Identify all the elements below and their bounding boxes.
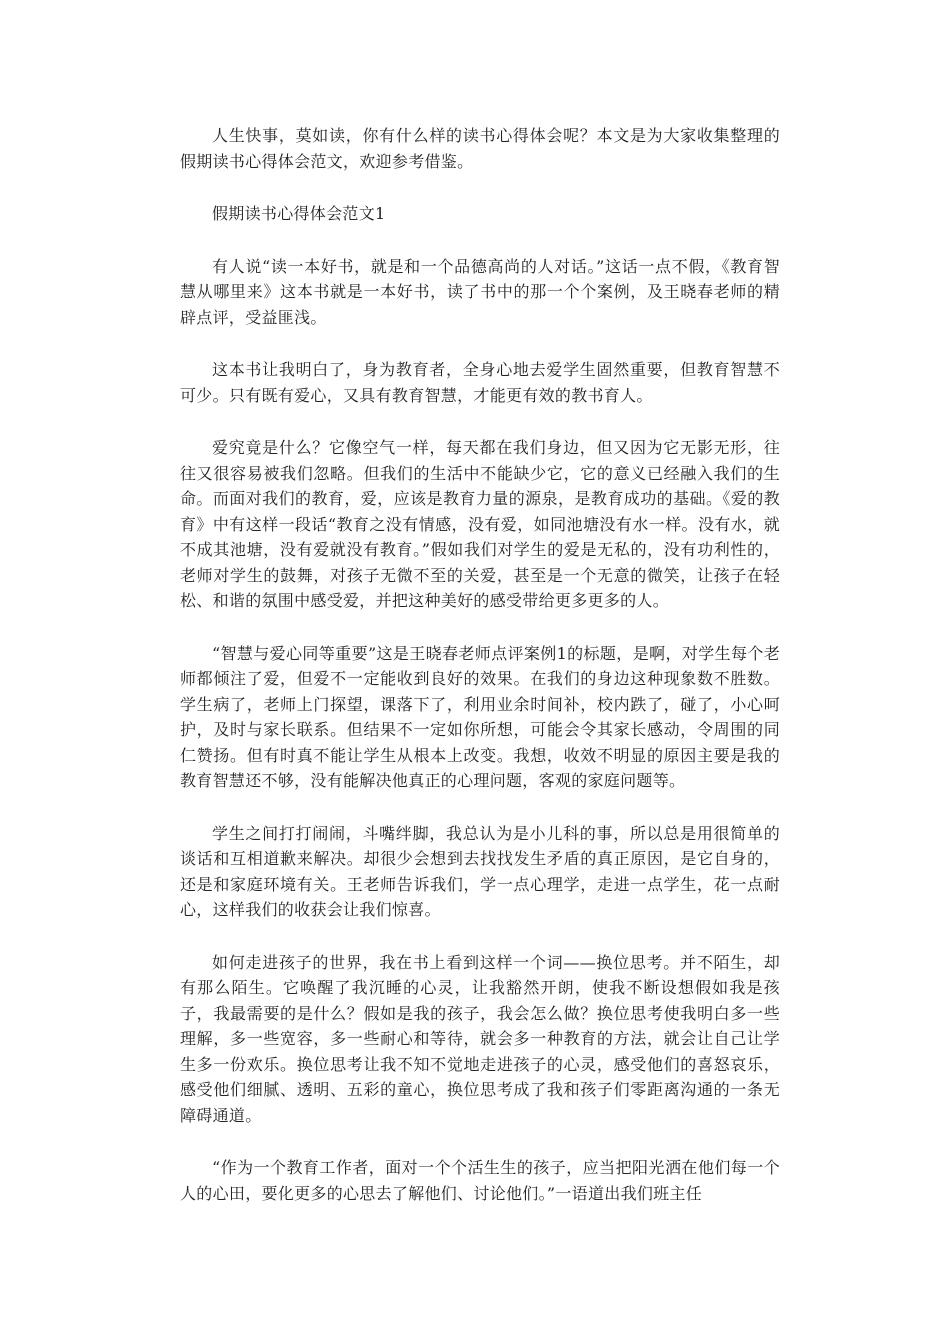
body-paragraph: “作为一个教育工作者，面对一个个活生生的孩子，应当把阳光洒在他们每一个人的心田，要化更多的心思去了解他们、讨论他们。”一语道出我们班主任 <box>180 1158 780 1203</box>
section-heading: 假期读书心得体会范文1 <box>212 204 386 223</box>
body-paragraph: “智慧与爱心同等重要”这是王晓春老师点评案例1的标题，是啊，对学生每个老师都倾注了爱，但爱不一定能收到良好的效果。在我们的身边这种现象数不胜数。学生病了，老师上门探望，课落下了，利用业余时间补，校内跌了，碰了，小心呵护，及时与家长联系。但结果不一定如你所想，可能会令其家长感动，令周围的同仁赞扬。但有时真不能让学生从根本上改变。我想，收效不明显的原因主要是我的教育智慧还不够，没有能解决他真正的心理问题，客观的家庭问题等。 <box>180 643 780 790</box>
body-paragraph: 如何走进孩子的世界，我在书上看到这样一个词——换位思考。并不陌生，却有那么陌生。它唤醒了我沉睡的心灵，让我豁然开朗，使我不断设想假如我是孩子，我最需要的是什么？假如是我的孩子，我会怎么做？换位思考使我明白多一些理解，多一些宽容，多一些耐心和等待，就会多一种教育的方法，就会让自己让学生多一份欢乐。换位思考让我不知不觉地走进孩子的心灵，感受他们的喜怒哀乐，感受他们细腻、透明、五彩的童心，换位思考成了我和孩子们零距离沟通的一条无障碍通道。 <box>180 952 780 1125</box>
body-paragraph: 学生之间打打闹闹，斗嘴绊脚，我总认为是小儿科的事，所以总是用很简单的谈话和互相道歉来解决。却很少会想到去找找发生矛盾的真正原因，是它自身的，还是和家庭环境有关。王老师告诉我们，学一点心理学，走进一点学生，花一点耐心，这样我们的收获会让我们惊喜。 <box>180 823 780 919</box>
document-page <box>180 123 780 1206</box>
body-paragraph: 有人说“读一本好书，就是和一个品德高尚的人对话。”这话一点不假，《教育智慧从哪里来》这本书就是一本好书，读了书中的那一个个案例，及王晓春老师的精辟点评，受益匪浅。 <box>180 256 780 327</box>
body-paragraph: 这本书让我明白了，身为教育者，全身心地去爱学生固然重要，但教育智慧不可少。只有既有爱心，又具有教育智慧，才能更有效的教书育人。 <box>180 360 780 405</box>
intro-paragraph: 人生快事，莫如读，你有什么样的读书心得体会呢？本文是为大家收集整理的假期读书心得体会范文，欢迎参考借鉴。 <box>180 126 780 171</box>
body-paragraph: 爱究竟是什么？它像空气一样，每天都在我们身边，但又因为它无影无形，往往又很容易被我们忽略。但我们的生活中不能缺少它，它的意义已经融入我们的生命。而面对我们的教育，爱，应该是教育力量的源泉，是教育成功的基础。《爱的教育》中有这样一段话“教育之没有情感，没有爱，如同池塘没有水一样。没有水，就不成其池塘，没有爱就没有教育。”假如我们对学生的爱是无私的，没有功利性的，老师对学生的鼓舞，对孩子无微不至的关爱，甚至是一个无意的微笑，让孩子在轻松、和谐的氛围中感受爱，并把这种美好的感受带给更多更多的人。 <box>180 438 780 610</box>
